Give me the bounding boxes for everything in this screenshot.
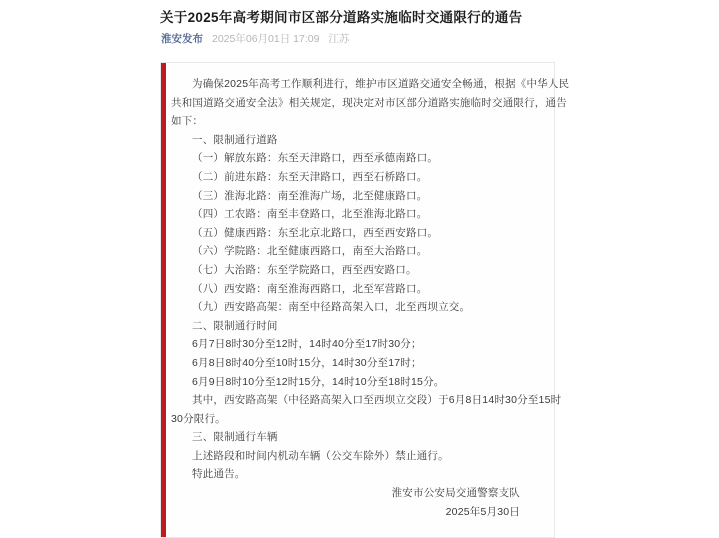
article-line: （二）前进东路：东至天津路口，西至石桥路口。 <box>192 170 428 183</box>
article-line: （九）西安路高架：南至中径路高架入口，北至西坝立交。 <box>192 301 471 314</box>
article-line: （四）工农路：南至丰登路口，北至淮海北路口。 <box>192 208 428 221</box>
article-line: 6月8日8时40分至10时15分，14时30分至17时； <box>192 356 422 369</box>
article-line: 其中，西安路高架（中径路高架入口至西坝立交段）于6月8日14时30分至15时 <box>192 394 562 407</box>
signature-issuer: 淮安市公安局交通警察支队 <box>391 487 520 500</box>
article-line: 6月7日8时30分至12时，14时40分至17时30分； <box>192 338 422 351</box>
article-section-heading: 一、限制通行道路 <box>192 133 278 146</box>
article-line: 特此通告。 <box>192 468 246 481</box>
article-line: 如下： <box>171 115 204 128</box>
article-line: 为确保2025年高考工作顺利进行，维护市区道路交通安全畅通，根据《中华人民 <box>192 78 570 90</box>
article-line: （五）健康西路：东至北京北路口，西至西安路口。 <box>192 226 439 239</box>
article-line: 6月9日8时10分至12时15分，14时10分至18时15分。 <box>192 375 445 388</box>
article-line: 共和国道路交通安全法》相关规定，现决定对市区部分道路实施临时交通限行，通告 <box>171 96 567 109</box>
article-section-heading: 二、限制通行时间 <box>192 319 278 332</box>
article-line: （一）解放东路：东至天津路口，西至承德南路口。 <box>192 152 439 165</box>
page-title: 关于2025年高考期间市区部分道路实施临时交通限行的通告 <box>160 10 523 25</box>
byline <box>161 31 349 46</box>
article-line: （八）西安路：南至淮海西路口，北至军营路口。 <box>192 282 428 295</box>
article-line: （三）淮海北路：南至淮海广场，北至健康路口。 <box>192 189 428 202</box>
article-line: 上述路段和时间内机动车辆（公交车除外）禁止通行。 <box>192 449 449 462</box>
notice-quote-box <box>160 62 570 538</box>
signature-date: 2025年5月30日 <box>445 505 520 518</box>
byline-location: 江苏 <box>328 33 350 45</box>
byline-source-link[interactable]: 淮安发布 <box>161 33 203 45</box>
article-line: 30分限行。 <box>171 412 226 425</box>
article-section-heading: 三、限制通行车辆 <box>192 431 278 444</box>
byline-datetime: 2025年06月01日 17:09 <box>212 33 320 45</box>
article-line: （六）学院路：北至健康西路口，南至大治路口。 <box>192 245 428 258</box>
notice-body <box>171 75 570 521</box>
article-line: （七）大治路：东至学院路口，西至西安路口。 <box>192 263 417 276</box>
red-accent-bar <box>161 63 166 537</box>
